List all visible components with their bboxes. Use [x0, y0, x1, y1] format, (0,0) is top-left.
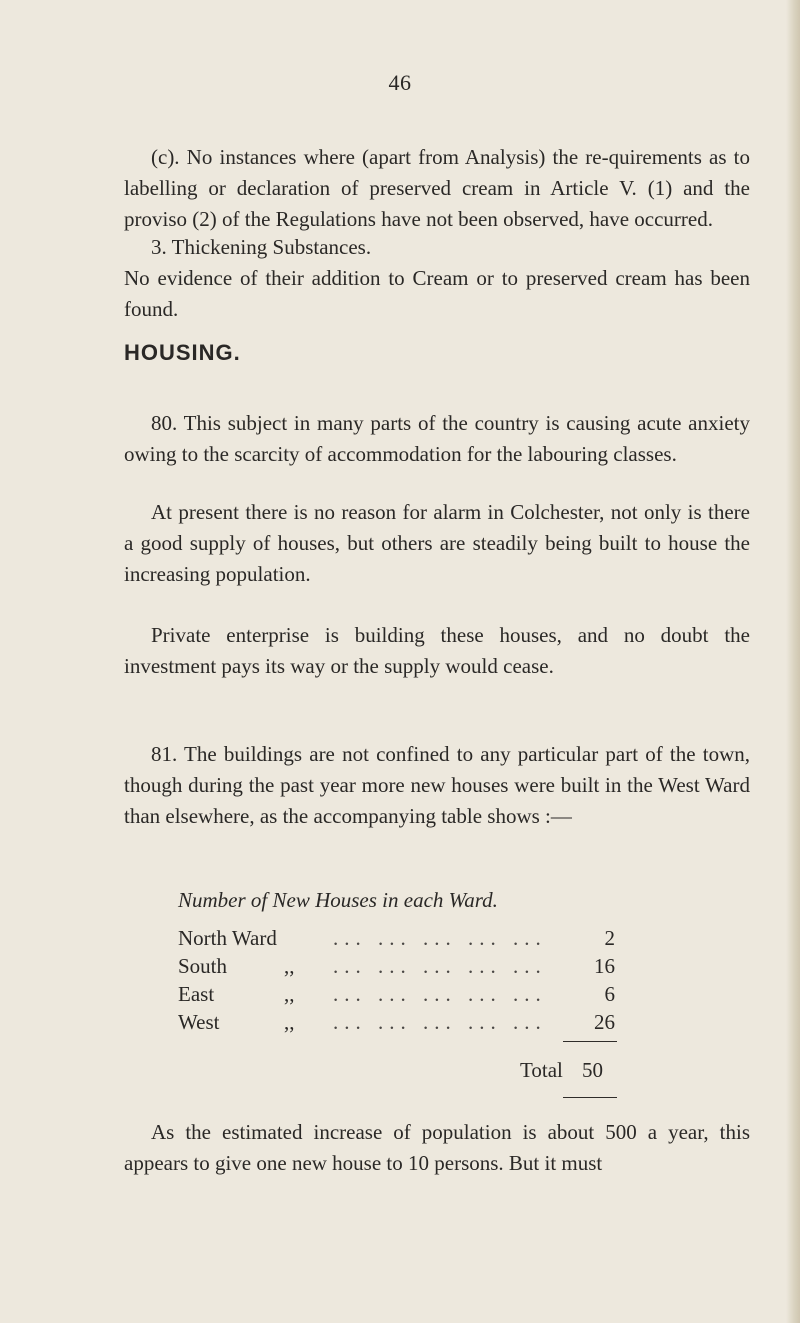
page-edge-shadow	[786, 0, 800, 1323]
table-row	[178, 951, 615, 981]
leader-dots: ... ... ... ... ...	[333, 954, 547, 978]
leader-dots: ... ... ... ... ...	[333, 1010, 547, 1034]
house-count: 6	[604, 982, 615, 1006]
ward-name: West	[178, 1010, 220, 1034]
leader-dots: ... ... ... ... ...	[333, 982, 547, 1006]
house-count: 26	[594, 1010, 615, 1034]
paragraph-no-evidence: No evidence of their addition to Cream or to preserved cream has been found.	[124, 266, 750, 321]
paragraph-private-enterprise: Private enterprise is building these houses, and no doubt the investment pays its way or the supply would cease.	[124, 623, 750, 678]
house-count: 16	[594, 954, 615, 978]
table-caption: Number of New Houses in each Ward.	[178, 888, 498, 912]
ward-name: East	[178, 982, 215, 1006]
paragraph-80-housing-subject: 80. This subject in many parts of the country is causing acute anxiety owing to the scarcity of accommodation for the labouring classes.	[124, 411, 750, 466]
table-row	[178, 979, 615, 1009]
page-number: 46	[388, 70, 412, 95]
paragraph-c-labelling: (c). No instances where (apart from Analysis) the re-quirements as to labelling or declaration of preserved cream in Article V. (1) and the proviso (2) of the Regulations have not been observed, have occurred.	[124, 145, 750, 231]
leader-dots: ... ... ... ... ...	[333, 926, 547, 950]
paragraph-present-colchester: At present there is no reason for alarm in Colchester, not only is there a good supply of houses, but others are steadily being built to house the increasing population.	[124, 500, 750, 586]
total-value: 50	[582, 1058, 603, 1082]
subtotal-rule	[563, 1041, 617, 1042]
paragraph-thickening-substances: 3. Thickening Substances.	[151, 235, 372, 259]
ditto-mark: ,,	[284, 982, 295, 1006]
house-count: 2	[604, 926, 615, 950]
ditto-mark: ,,	[284, 1010, 295, 1034]
ward-name: North Ward	[178, 926, 277, 950]
paragraph-population-estimate: As the estimated increase of population is about 500 a year, this appears to give one new house to 10 persons. But it must	[124, 1120, 750, 1175]
total-label: Total	[520, 1058, 563, 1082]
ditto-mark: ,,	[284, 954, 295, 978]
table-row	[178, 1007, 615, 1037]
paragraph-81-buildings: 81. The buildings are not confined to any particular part of the town, though during the past year more new houses were built in the West Ward than elsewhere, as the accompanying table shows :—	[124, 742, 750, 828]
ward-name: South	[178, 954, 228, 978]
total-rule	[563, 1097, 617, 1098]
section-heading-housing: HOUSING.	[124, 340, 241, 365]
table-row	[178, 923, 615, 953]
